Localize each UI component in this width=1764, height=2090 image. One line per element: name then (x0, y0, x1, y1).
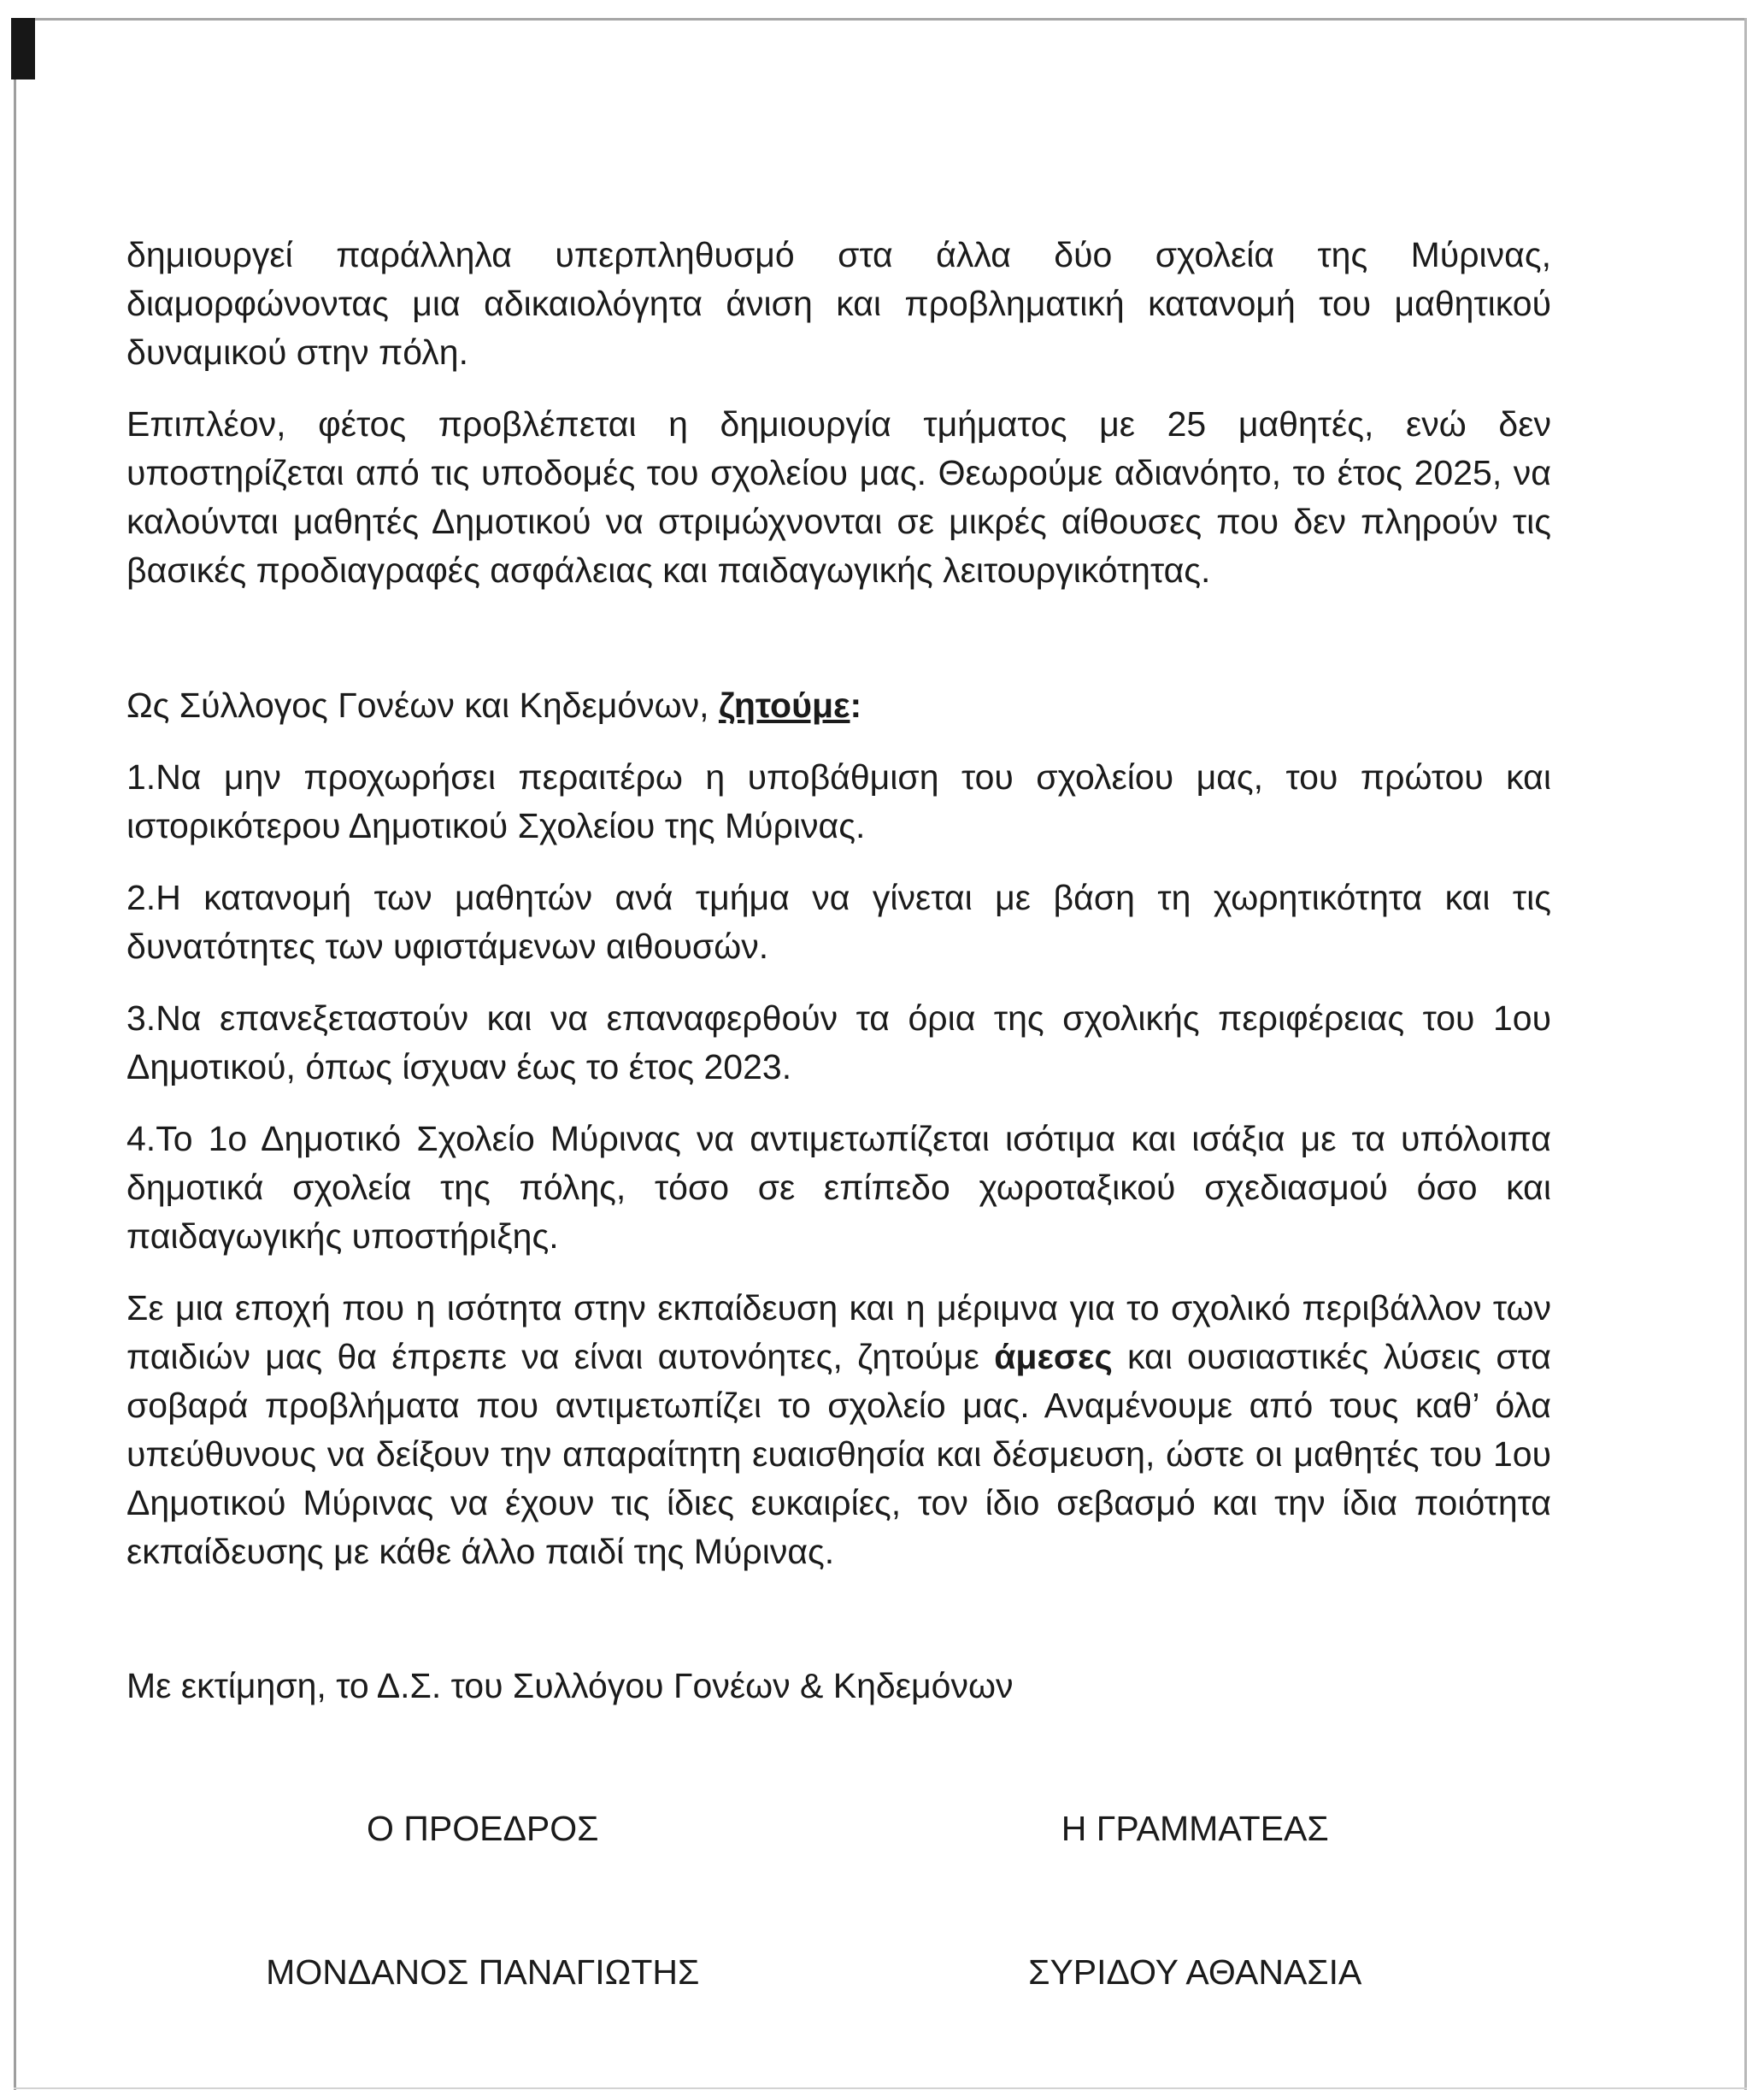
paragraph-overpopulation: δημιουργεί παράλληλα υπερπληθυσμό στα άλλα δύο σχολεία της Μύρινας, διαμορφώνοντας μια αδικαιολόγητα άνιση και προβληματική κατανομή του μαθητικού δυναμικού στην πόλη. (126, 235, 1551, 372)
blank-line (126, 1599, 1551, 1662)
scan-edge-bottom (14, 2087, 1747, 2089)
secretary-name: ΣΥΡΙΔΟΥ ΑΘΑΝΑΣΙΑ (1028, 1952, 1362, 1992)
blank-line (126, 1853, 1551, 1948)
request-intro-emphasis: ζητούμε (718, 686, 850, 725)
signature-names-row (126, 1948, 1551, 1997)
paragraph-new-class: Επιπλέον, φέτος προβλέπεται η δημιουργία τμήματος με 25 μαθητές, ενώ δεν υποστηρίζεται από τις υποδομές του σχολείου μας. Θεωρούμε αδιανόητο, το έτος 2025, να καλούνται μαθητές Δημοτικού να στριμώχνονται σε μικρές αίθουσες που δεν πληρούν τις βασικές προδιαγραφές ασφάλειας και παιδαγωγικής λειτουργικότητας. (126, 404, 1551, 590)
request-intro-prefix: Ως Σύλλογος Γονέων και Κηδεμόνων, (126, 686, 719, 725)
scan-edge-left (14, 18, 16, 2090)
list-item-1: 1.Να μην προχωρήσει περαιτέρω η υποβάθμιση του σχολείου μας, του πρώτου και ιστορικότερου Δημοτικού Σχολείου της Μύρινας. (126, 757, 1551, 845)
request-intro-colon: : (850, 686, 862, 725)
president-title: Ο ΠΡΟΕΔΡΟΣ (367, 1809, 599, 1848)
list-item-4: 4.Το 1ο Δημοτικό Σχολείο Μύρινας να αντιμετωπίζεται ισότιμα και ισάξια με τα υπόλοιπα δημοτικά σχολεία της πόλης, τόσο σε επίπεδο χωροταξικού σχεδιασμού όσο και παιδαγωγικής υποστήριξης. (126, 1119, 1551, 1256)
scan-corner-mark (11, 18, 35, 79)
closing-part2: και ουσιαστικές λύσεις στα σοβαρά προβλήματα που αντιμετωπίζει το σχολείο μας. Αναμένουμε από τους καθ’ όλα υπεύθυνους να δείξουν την απαραίτητη ευαισθησία και δέσμευση, ώστε οι μαθητές του 1ου Δημοτικού Μύρινας να έχουν τις ίδιες ευκαιρίες, τον ίδιο σεβασμό και την ίδια ποιότητα εκπαίδευσης με κάθε άλλο παιδί της Μύρινας. (126, 1337, 1551, 1571)
president-name: ΜΟΝΔΑΝΟΣ ΠΑΝΑΓΙΩΤΗΣ (266, 1952, 700, 1992)
scan-edge-right (1744, 18, 1747, 2090)
list-item-2: 2.Η κατανομή των μαθητών ανά τμήμα να γίνεται με βάση τη χωρητικότητα και τις δυνατότητες των υφιστάμενων αιθουσών. (126, 878, 1551, 966)
blank-line (126, 1734, 1551, 1804)
signature-titles-row (126, 1804, 1551, 1853)
closing-part1: Σε μια εποχή που η ισότητα στην εκπαίδευση και η μέριμνα για το σχολικό περιβάλλον των παιδιών μας θα έπρεπε να είναι αυτονόητες, ζητούμε (126, 1288, 1551, 1376)
scan-edge-top (14, 18, 1747, 21)
letter-body (126, 231, 1551, 1997)
closing-emphasis: άμεσες (994, 1337, 1113, 1376)
paragraph-closing (126, 1284, 1551, 1576)
request-intro (126, 681, 1551, 730)
blank-line (126, 618, 1551, 681)
secretary-title: Η ΓΡΑΜΜΑΤΕΑΣ (1061, 1809, 1329, 1848)
signoff-line: Με εκτίμηση, το Δ.Σ. του Συλλόγου Γονέων & Κηδεμόνων (126, 1666, 1014, 1705)
list-item-3: 3.Να επανεξεταστούν και να επαναφερθούν τα όρια της σχολικής περιφέρειας του 1ου Δημοτικού, όπως ίσχυαν έως το έτος 2023. (126, 998, 1551, 1086)
